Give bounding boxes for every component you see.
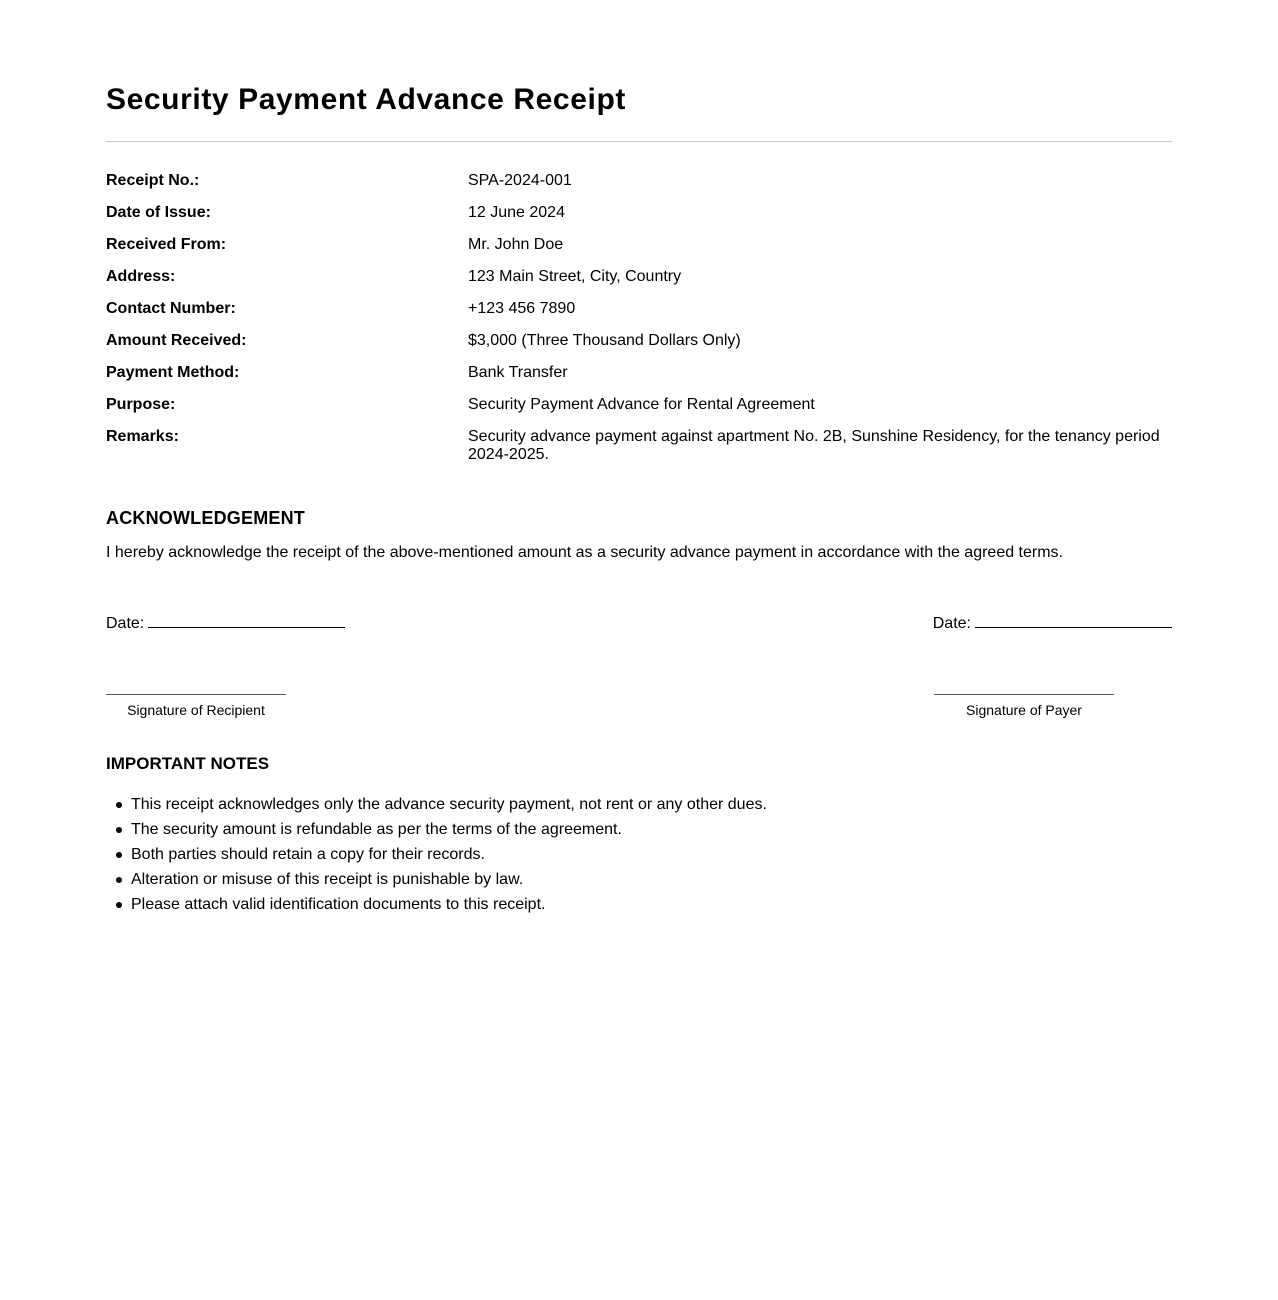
field-remarks <box>106 428 1172 464</box>
recipient-signature-line[interactable] <box>106 694 286 695</box>
field-label: Date of Issue: <box>106 204 211 221</box>
bullet-icon <box>116 802 122 808</box>
recipient-date-field[interactable] <box>106 614 345 633</box>
receipt-details <box>106 172 1172 464</box>
field-amount-received <box>106 332 1172 364</box>
receipt-document <box>106 0 1172 1300</box>
note-text: Alteration or misuse of this receipt is punishable by law. <box>131 871 524 888</box>
payer-signature-line[interactable] <box>934 694 1114 695</box>
payer-signature-block <box>934 694 1114 718</box>
list-item <box>106 817 767 842</box>
field-label: Receipt No.: <box>106 172 200 189</box>
field-value: Bank Transfer <box>468 364 568 381</box>
date-blank-line <box>148 614 345 628</box>
field-date-of-issue <box>106 204 1172 236</box>
field-address <box>106 268 1172 300</box>
field-receipt-no <box>106 172 1172 204</box>
field-label: Amount Received: <box>106 332 247 349</box>
field-payment-method <box>106 364 1172 396</box>
field-value: 123 Main Street, City, Country <box>468 268 682 285</box>
list-item <box>106 892 767 917</box>
field-value: Mr. John Doe <box>468 236 564 253</box>
field-value: Security advance payment against apartment No. 2B, Sunshine Residency, for the tenancy period 2024-2025. <box>468 428 1160 463</box>
field-label: Contact Number: <box>106 300 236 317</box>
note-text: The security amount is refundable as per the terms of the agreement. <box>131 821 622 838</box>
recipient-signature-block <box>106 694 286 718</box>
field-label: Address: <box>106 268 176 285</box>
payer-signature-caption: Signature of Payer <box>966 702 1082 718</box>
list-item <box>106 792 767 817</box>
field-received-from <box>106 236 1172 268</box>
field-label: Received From: <box>106 236 227 253</box>
page-title: Security Payment Advance Receipt <box>106 83 626 116</box>
field-label: Remarks: <box>106 428 179 445</box>
recipient-signature-caption: Signature of Recipient <box>127 702 265 718</box>
acknowledgement-text: I hereby acknowledge the receipt of the above-mentioned amount as a security advance payment in accordance with the agreed terms. <box>106 544 1063 561</box>
note-text: Both parties should retain a copy for their records. <box>131 846 485 863</box>
notes-heading: IMPORTANT NOTES <box>106 754 270 773</box>
field-contact-number <box>106 300 1172 332</box>
field-label: Purpose: <box>106 396 176 413</box>
note-text: Please attach valid identification documents to this receipt. <box>131 896 546 913</box>
field-value: $3,000 (Three Thousand Dollars Only) <box>468 332 741 349</box>
field-value: +123 456 7890 <box>468 300 576 317</box>
payer-date-field[interactable] <box>933 614 1172 633</box>
bullet-icon <box>116 827 122 833</box>
date-label: Date: <box>932 615 971 632</box>
field-value: SPA-2024-001 <box>468 172 572 189</box>
field-purpose <box>106 396 1172 428</box>
list-item <box>106 842 767 867</box>
acknowledgement-heading: ACKNOWLEDGEMENT <box>106 508 305 528</box>
field-value: Security Payment Advance for Rental Agreement <box>468 396 815 413</box>
date-blank-line <box>975 614 1172 628</box>
field-label: Payment Method: <box>106 364 240 381</box>
field-value: 12 June 2024 <box>468 204 565 221</box>
bullet-icon <box>116 852 122 858</box>
list-item <box>106 867 767 892</box>
notes-list <box>106 792 767 917</box>
note-text: This receipt acknowledges only the advance security payment, not rent or any other dues. <box>131 796 767 813</box>
date-label: Date: <box>106 615 145 632</box>
bullet-icon <box>116 877 122 883</box>
bullet-icon <box>116 902 122 908</box>
title-divider <box>106 141 1172 142</box>
